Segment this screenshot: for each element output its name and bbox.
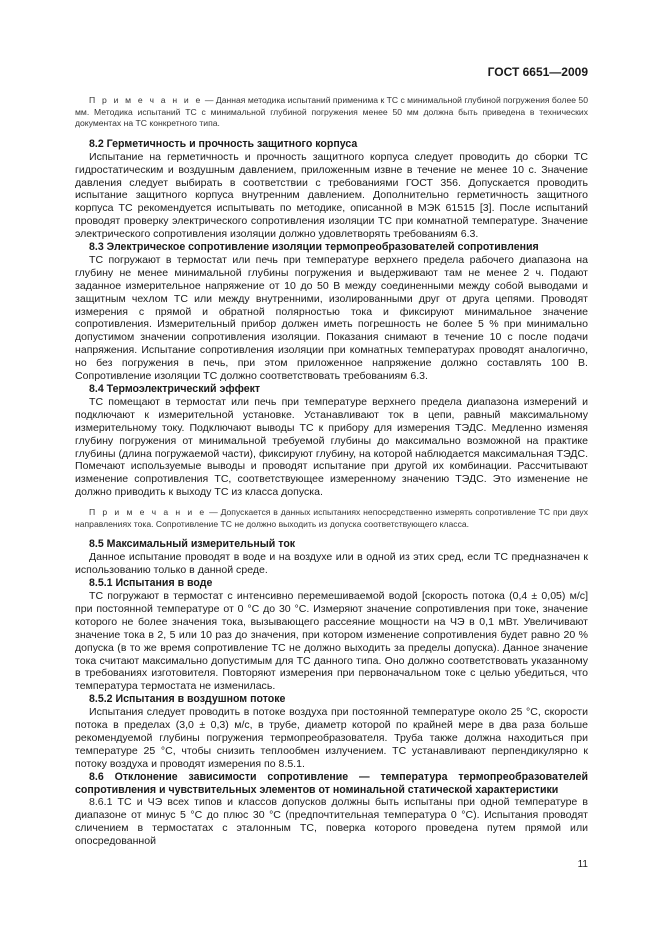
heading-8-5-2: 8.5.2 Испытания в воздушном потоке <box>89 693 286 706</box>
heading-8-5: 8.5 Максимальный измерительный ток <box>89 538 296 551</box>
note-8-1 <box>75 95 588 130</box>
note-8-4 <box>75 507 588 530</box>
paragraph-8-5-1: ТС погружают в термостат с интенсивно перемешиваемой водой [скорость потока (0,4 ± 0,05) м/с] при постоянной температуре от 0 °С до 30 °С. Измеряют значение сопротивления при токе, значение которого не более значения тока, вызывающего рассеяние мощности на ЧЭ в 0,1 мВт. Увеличивают значение тока в 2, 5 или 10 раз до значения, при котором изменение сопротивления будет равно 20 % допуска (в то же время сопротивление ТС не должно выходить за пределы допуска). Данное значение тока считают максимально допустимым для ТС данного типа. Оно должно соответствовать указанному в требованиях изготовителя. Повторяют измерения при первоначальном токе с целью убедиться, что температура термостата не изменилась. <box>75 589 588 693</box>
heading-8-2: 8.2 Герметичность и прочность защитного корпуса <box>89 137 358 150</box>
paragraph-8-4: ТС помещают в термостат или печь при температуре верхнего предела диапазона измерений и подключают к измерительной установке. Устанавливают ток в цепи, равный максимальному измерительному току. Подключают выводы ТС к прибору для измерения ТЭДС. Медленно изменяя глубину погружения от минимальной требуемой глубины до максимально возможной на практике глубины (длина погружаемой части), фиксируют глубину, на которой наблюдается максимальная ТЭДС. Помечают используемые выводы и проводят испытание при другой их комбинации. Рассчитывают изменение сопротивления ТС, соответствующее измеренному значению ТЭДС. Это изменение не должно приводить к выходу ТС из класса допуска. <box>75 395 588 499</box>
note-label: П р и м е ч а н и е <box>89 95 203 105</box>
note-label: П р и м е ч а н и е <box>89 507 207 518</box>
note-text: — Допускается в данных испытаниях непосредственно измерять сопротивление ТС при двух направлениях тока. Сопротивление ТС не должно выходить из допуска соответствующего класса. <box>75 507 588 529</box>
heading-8-4: 8.4 Термоэлектрический эффект <box>89 383 261 395</box>
paragraph-8-6-1: 8.6.1 ТС и ЧЭ всех типов и классов допусков должны быть испытаны при одной температуре в диапазоне от минус 5 °С до плюс 30 °С (предпочтительная температура 0 °С). Испытания проводят сличением в термостатах с эталонным ТС, поверка которого проведена путем прямой или опосредованной <box>75 796 588 848</box>
note-text: — Данная методика испытаний применима к ТС с минимальной глубиной погружения более 50 мм. Методика испытаний ТС с минимальной глубиной погружения менее 50 мм должна быть приведена в технических документах на ТС конкретного типа. <box>75 95 588 129</box>
page-body <box>75 95 588 848</box>
page-number: 11 <box>577 859 588 871</box>
heading-8-3: 8.3 Электрическое сопротивление изоляции термопреобразователей сопротивления <box>89 241 539 254</box>
paragraph-8-5-2: Испытания следует проводить в потоке воздуха при постоянной температуре около 25 °С, скорости потока в пределах (3,0 ± 0,3) м/с, в трубе, диаметр которой по крайней мере в два раза больше рекомендуемой глубины погружения термопреобразователя. Труба также должна находиться при температуре 25 °С, чтобы снизить теплообмен излучением. ТС устанавливают перпендикулярно к потоку воздуха и проводят измерения по 8.5.1. <box>75 706 588 770</box>
heading-8-5-1: 8.5.1 Испытания в воде <box>89 577 213 590</box>
paragraph-8-3: ТС погружают в термостат или печь при температуре верхнего предела рабочего диапазона на глубину не менее минимальной глубины погружения и выдерживают там не менее 2 ч. Подают заданное измерительное напряжение от 10 до 50 В между соединенными между собой выводами и защитным чехлом ТС или между внутренними, изолированными друг от друга цепями. Проводят измерения с прямой и обратной полярностью тока и фиксируют минимальное значение сопротивления. Измерительный прибор должен иметь погрешность не более 5 % при минимально допустимом значении сопротивления изоляции. Показания снимают в течение 10 с после подачи напряжения. Испытание сопротивления изоляции при комнатных температурах проводят аналогично, но без погружения в печь, при этом приложенное напряжение должно составлять 100 В. Сопротивление изоляции ТС должно соответствовать требованиям 6.3. <box>75 253 588 383</box>
heading-8-6: 8.6 Отклонение зависимости сопротивление — температура термопреобразователей сопротивления и чувствительных элементов от номинальной статической характеристики <box>75 770 588 796</box>
paragraph-8-2: Испытание на герметичность и прочность защитного корпуса следует проводить до сборки ТС гидростатическим и воздушным давлением, приложенным извне в течение не менее 10 с. Значение давления следует выбирать в соответствии с требованиями ГОСТ 356. Допускается проводить испытание защитного корпуса внутренним давлением. Дополнительно герметичность защитного корпуса ТС рекомендуется испытывать по методике, описанной в МЭК 61515 [3]. После испытаний проводят проверку электрического сопротивления изоляции ТС при комнатной температуре. Значение электрического сопротивления изоляции должно удовлетворять требованиям 6.3. <box>75 150 588 241</box>
paragraph-8-5: Данное испытание проводят в воде и на воздухе или в одной из этих сред, если ТС предназначен к использованию только в данной среде. <box>75 551 588 577</box>
document-header-id: ГОСТ 6651—2009 <box>487 65 588 79</box>
